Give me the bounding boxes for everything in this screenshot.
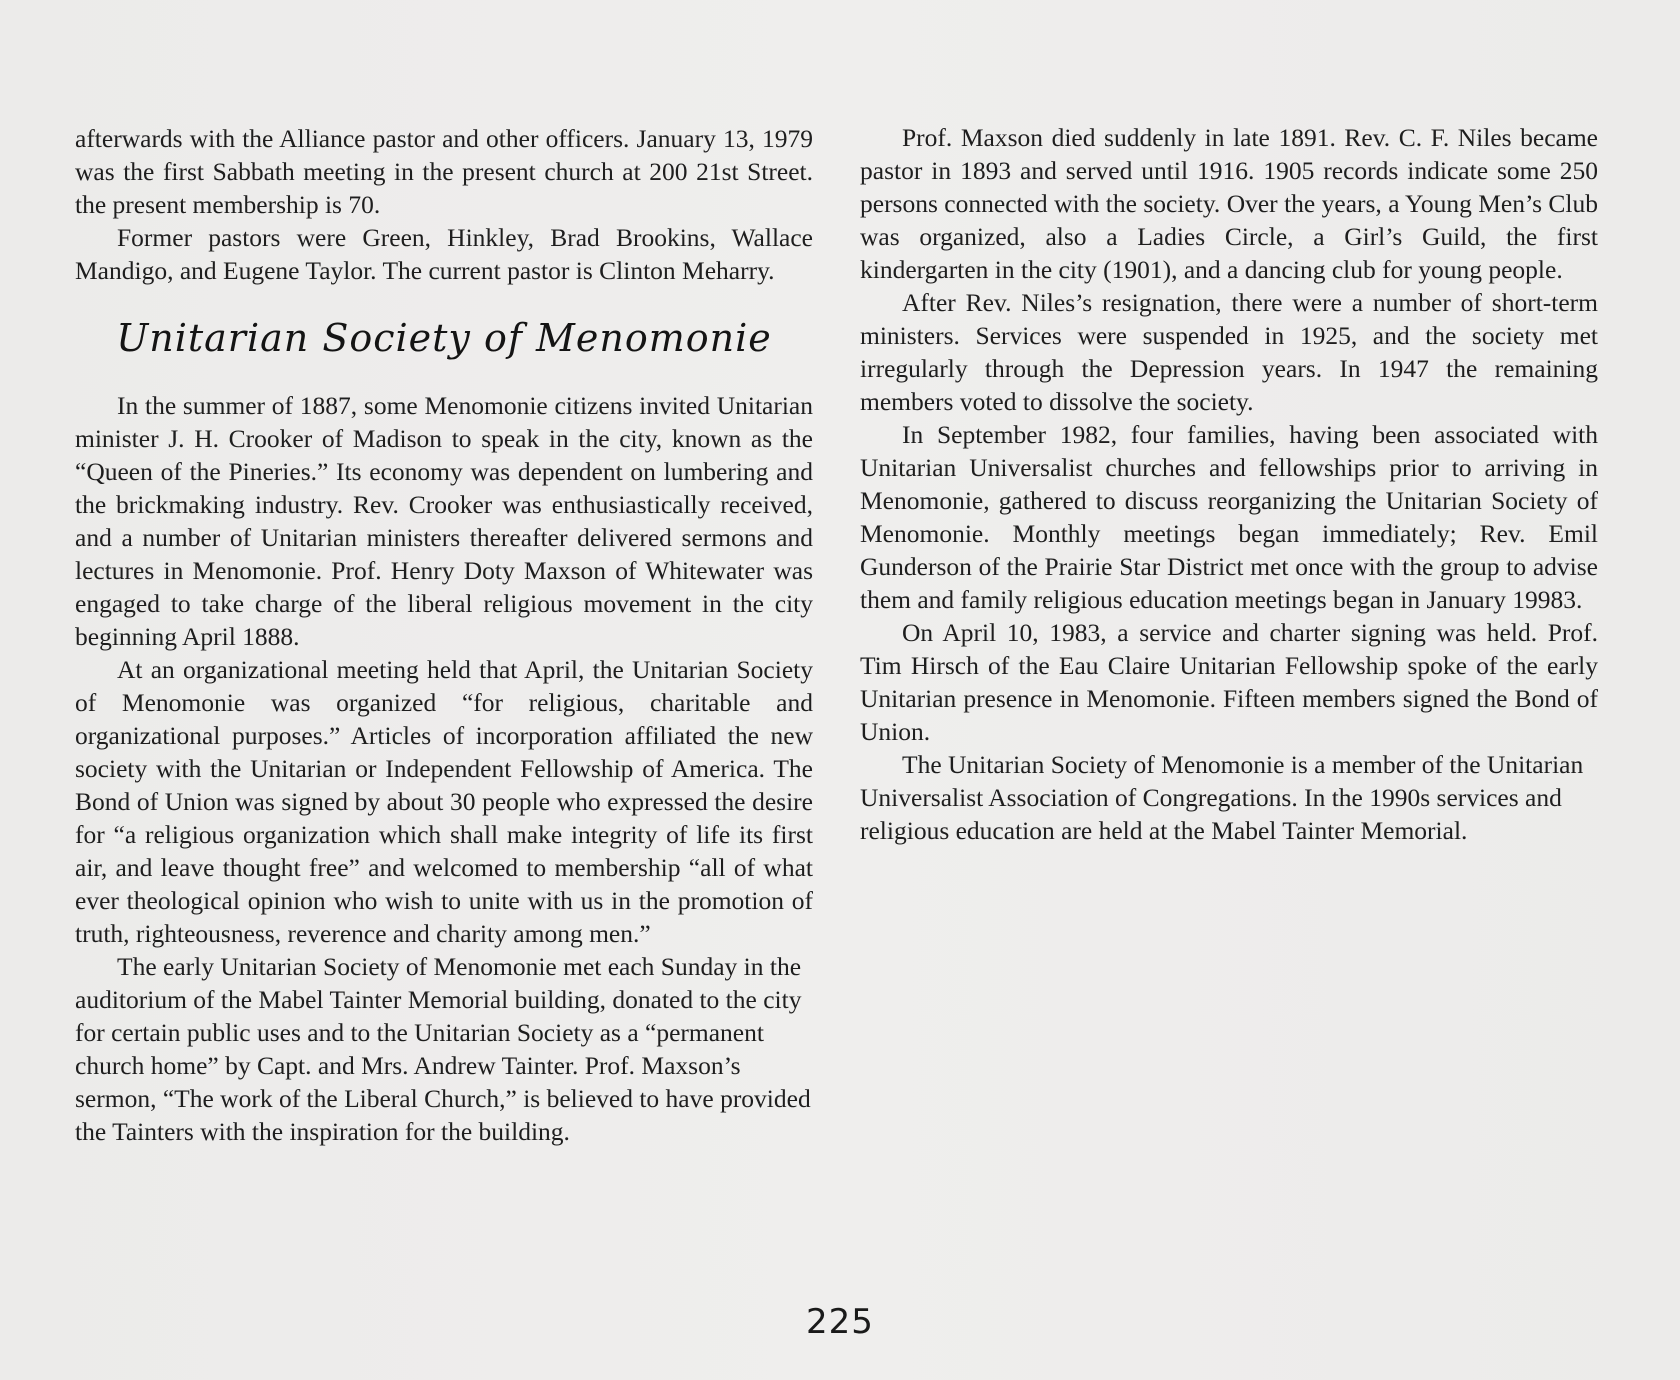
paragraph-summer-1887: In the summer of 1887, some Menomonie citizens invited Unitarian minister J. H. Crooker of Madison to speak in the city, known as the “Queen of the Pineries.” Its economy was dependent on lumbering and the brickmaking industry. Rev. Crooker was enthusiastically received, and a number of Unitarian ministers thereafter delivered sermons and lectures in Menomonie. Prof. Henry Doty Maxson of Whitewater was engaged to take charge of the liberal religious movement in the city beginning April 1888.: [75, 391, 813, 651]
paragraph-former-pastors: Former pastors were Green, Hinkley, Brad Brookins, Wallace Mandigo, and Eugene Taylor. The current pastor is Clinton Meharry.: [75, 223, 813, 285]
paragraph-niles-resignation: After Rev. Niles’s resignation, there were a number of short-term ministers. Services were suspended in 1925, and the society met irregularly through the Depression years. In 1947 the remaining members voted to dissolve the society.: [860, 288, 1598, 416]
paragraph-early-society: The early Unitarian Society of Menomonie met each Sunday in the auditorium of the Mabel Tainter Memorial building, donated to the city for certain public uses and to the Unitarian Society as a “permanent church home” by Capt. and Mrs. Andrew Tainter. Prof. Maxson’s sermon, “The work of the Liberal Church,” is believed to have provided the Tainters with the inspiration for the building.: [75, 952, 811, 1146]
paragraph-organizational-meeting: At an organizational meeting held that April, the Unitarian Society of Menomonie was organized “for religious, charitable and organizational purposes.” Articles of incorporation affiliated the new society with the Unitarian or Independent Fellowship of America. The Bond of Union was signed by about 30 people who expressed the desire for “a religious organization which shall make integrity of life its first air, and leave thought free” and welcomed to membership “all of what ever theological opinion who wish to unite with us in the promotion of truth, righteousness, reverence and charity among men.”: [75, 655, 813, 948]
paragraph-uua-member: The Unitarian Society of Menomonie is a member of the Unitarian Universalist Association of Congregations. In the 1990s services and religious education are held at the Mabel Tainter Memorial.: [860, 750, 1584, 845]
paragraph-continuation: afterwards with the Alliance pastor and other officers. January 13, 1979 was the first Sabbath meeting in the present church at 200 21st Street. the present membership is 70.: [75, 124, 813, 219]
paragraph-maxson-died: Prof. Maxson died suddenly in late 1891. Rev. C. F. Niles became pastor in 1893 and served until 1916. 1905 records indicate some 250 persons connected with the society. Over the years, a Young Men’s Club was organized, also a Ladies Circle, a Girl’s Guild, the first kindergarten in the city (1901), and a dancing club for young people.: [860, 123, 1598, 284]
paragraph-september-1982: In September 1982, four families, having been associated with Unitarian Universalist churches and fellowships prior to arriving in Menomonie, gathered to discuss reorganizing the Unitarian Society of Menomonie. Monthly meetings began immediately; Rev. Emil Gunderson of the Prairie Star District met once with the group to advise them and family religious education meetings began in January 19983.: [860, 420, 1598, 614]
page-number: 225: [806, 1302, 874, 1342]
section-heading: Unitarian Society of Menomonie: [116, 316, 772, 360]
left-column: [75, 122, 813, 1148]
right-column: [860, 121, 1598, 847]
paragraph-april-1983: On April 10, 1983, a service and charter signing was held. Prof. Tim Hirsch of the Eau Claire Unitarian Fellowship spoke of the early Unitarian presence in Menomonie. Fifteen members signed the Bond of Union.: [860, 618, 1598, 746]
